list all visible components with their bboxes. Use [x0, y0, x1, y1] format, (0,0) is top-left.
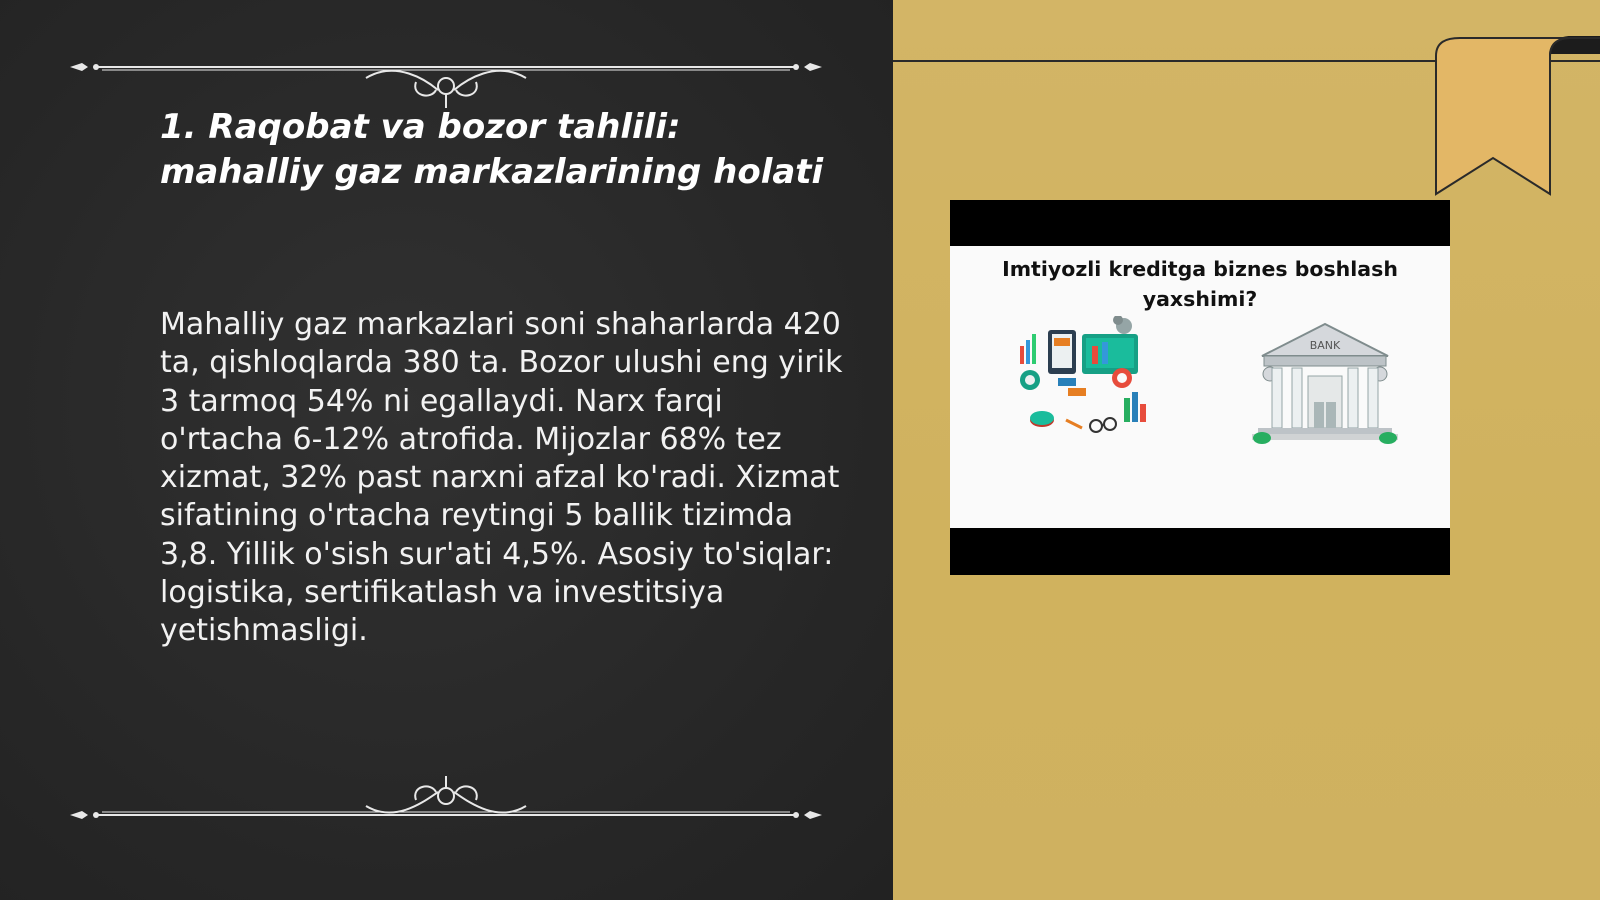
bank-sign-label: BANK	[1309, 339, 1341, 352]
bank-building-icon	[1250, 316, 1400, 456]
slide-body-text: Mahalliy gaz markazlari soni shaharlarda 420 ta, qishloqlarda 380 ta. Bozor ulushi eng yirik 3 tarmoq 54% ni egallaydi. Narx farqi o'rtacha 6-12% atrofida. Mijozlar 68% tez xizmat, 32% past narxni afzal ko'radi. Xizmat sifatining o'rtacha reytingi 5 ballik tizimda 3,8. Yillik o'sish sur'ati 4,5%. Asosiy to'siqlar: logistika, sertifikatlash va investitsiya yetishmasligi.	[160, 307, 843, 649]
slide-title: 1. Raqobat va bozor tahlili: mahalliy gaz markazlarining holati	[160, 107, 824, 192]
top-ornament-divider-icon	[66, 50, 826, 110]
picture-caption: Imtiyozli kreditga biznes boshlash yaxshimi?	[1002, 257, 1398, 311]
bookmark-ribbon-icon	[1430, 34, 1600, 200]
picture-content	[950, 246, 1450, 528]
analytics-illustration-icon	[1012, 316, 1162, 446]
inserted-picture[interactable]	[950, 200, 1450, 575]
bottom-ornament-divider-icon	[66, 770, 826, 830]
